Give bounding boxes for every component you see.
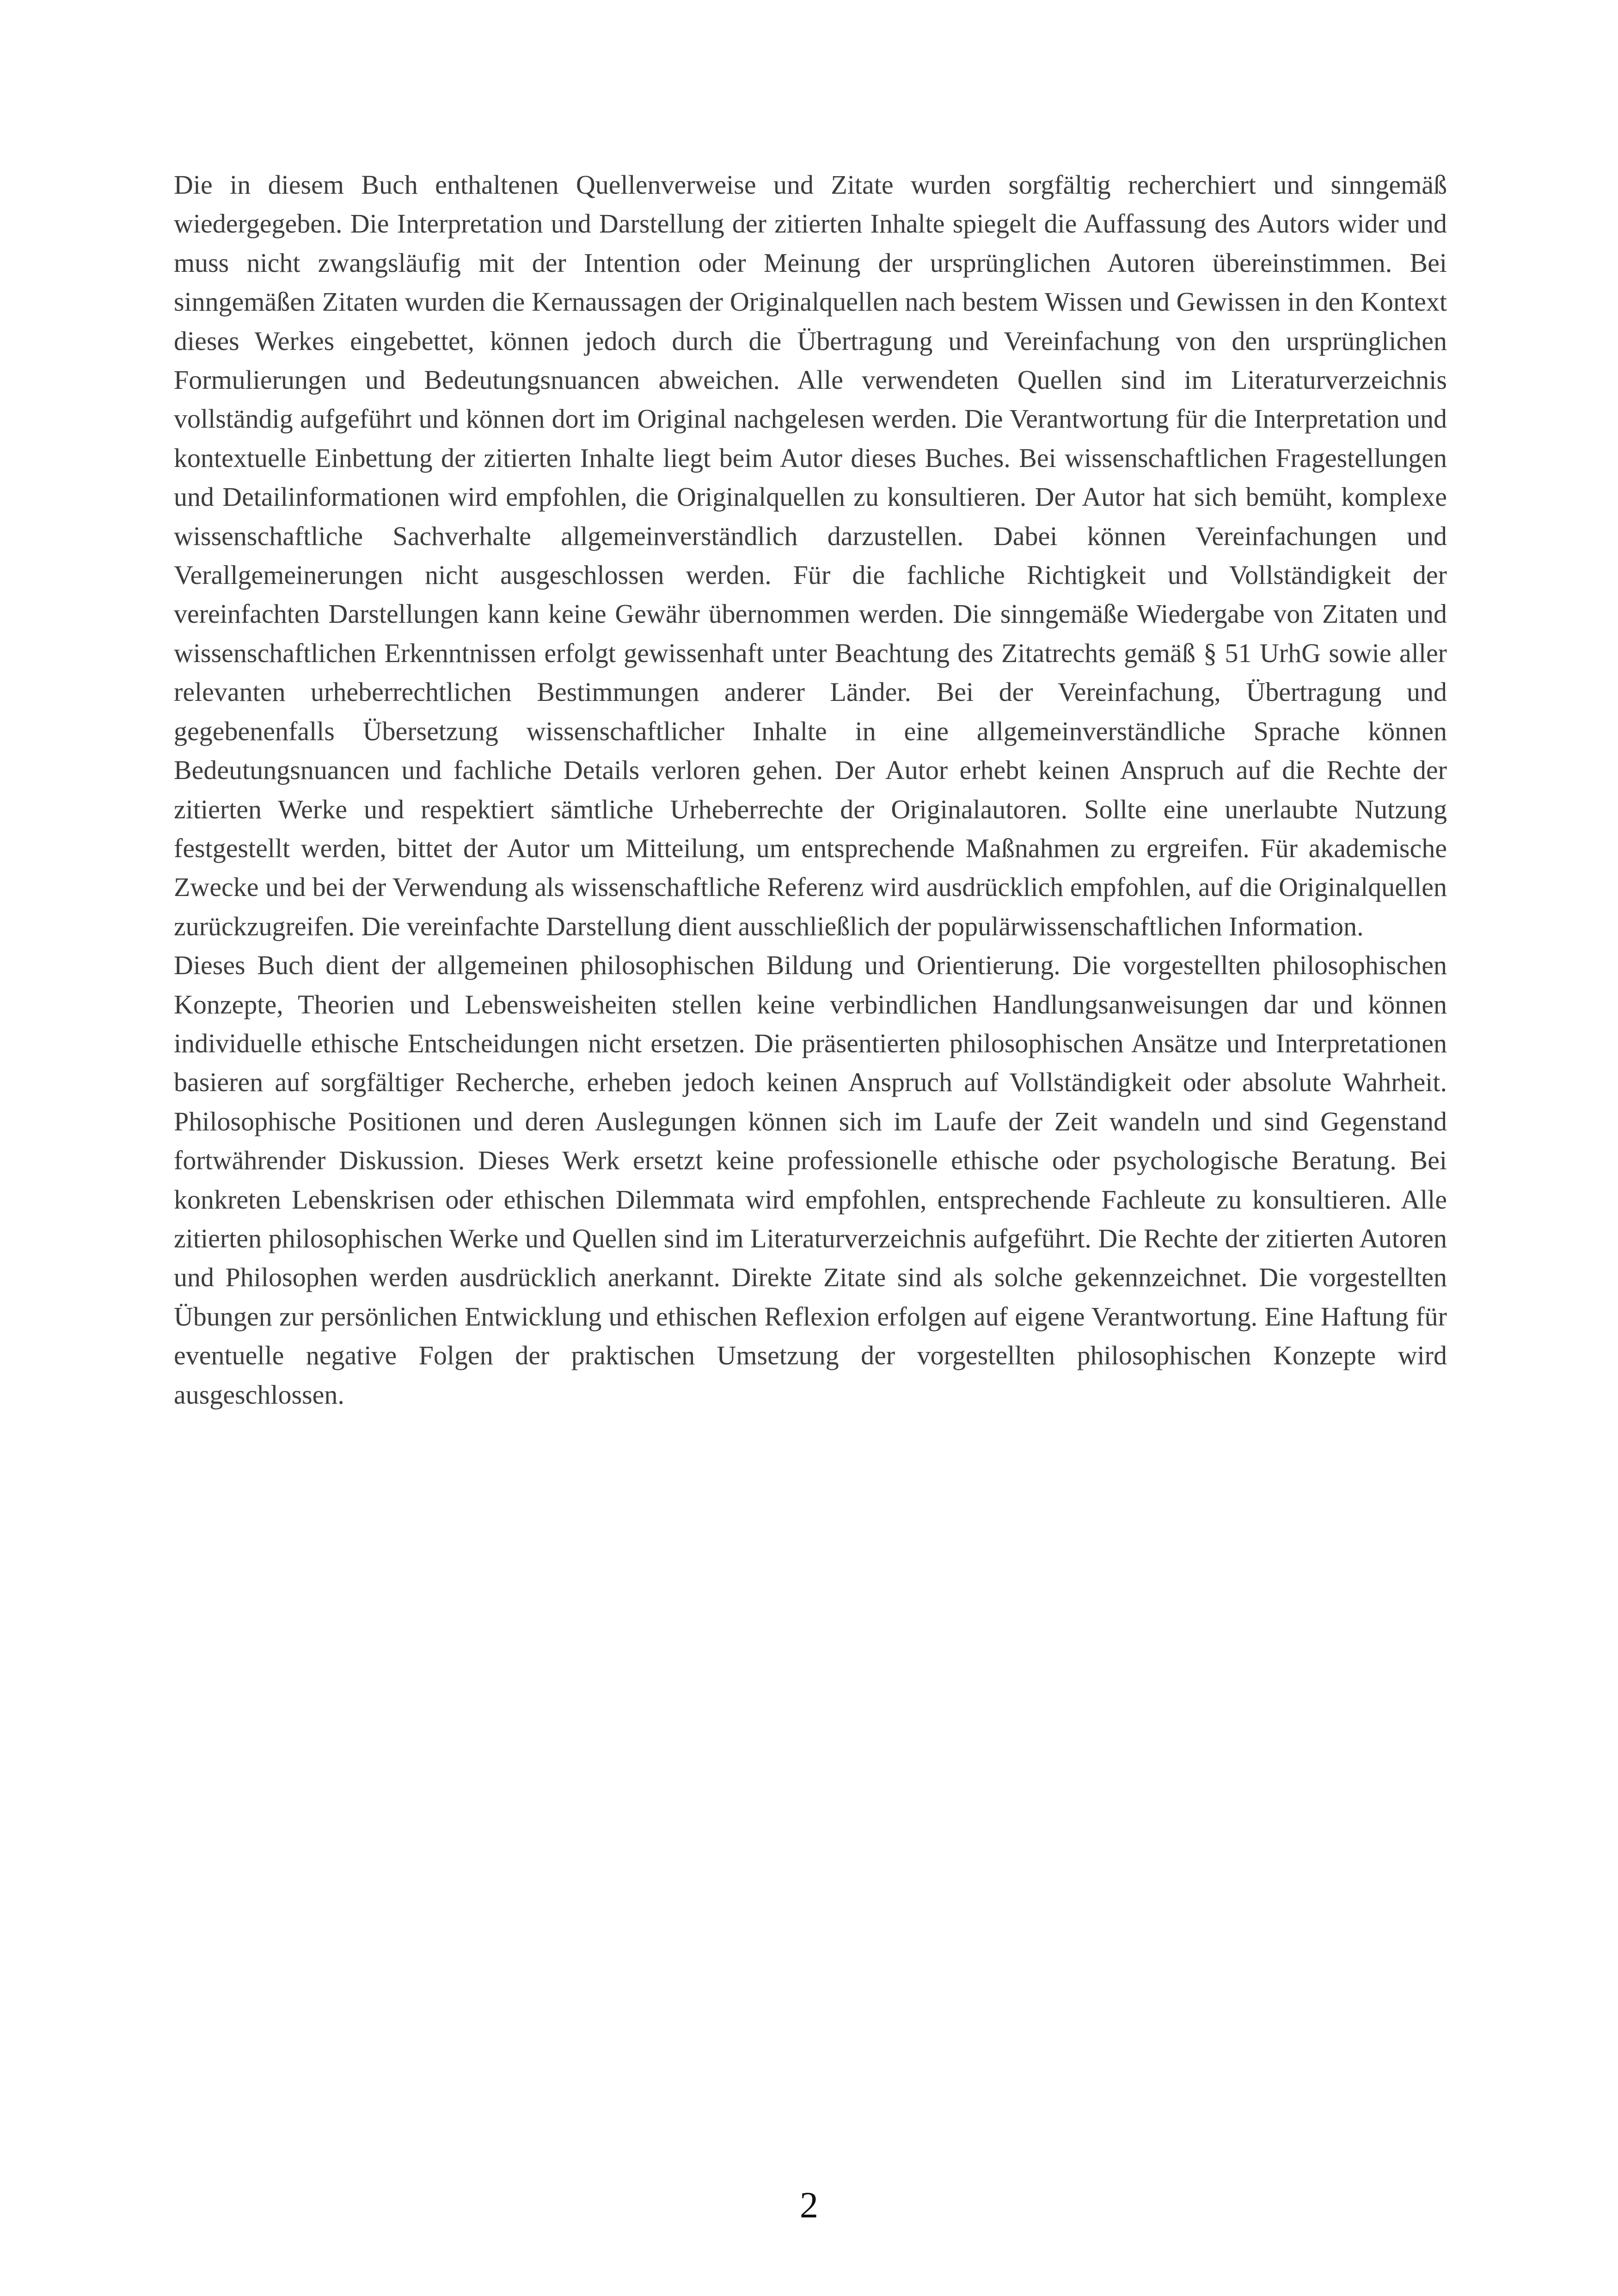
paragraph-sources-disclaimer: Die in diesem Buch enthaltenen Quellenverweise und Zitate wurden sorgfältig recherchiert und sinngemäß wiedergegeben. Die Interpretation und Darstellung der zitierten Inhalte spiegelt die Auffassung des Autors wider und muss nicht zwangsläufig mit der Intention oder Meinung der ursprünglichen Autoren übereinstimmen. Bei sinngemäßen Zitaten wurden die Kernaussagen der Originalquellen nach bestem Wissen und Gewissen in den Kontext dieses Werkes eingebettet, können jedoch durch die Übertragung und Vereinfachung von den ursprünglichen Formulierungen und Bedeutungsnuancen abweichen. Alle verwendeten Quellen sind im Literaturverzeichnis vollständig aufgeführt und können dort im Original nachgelesen werden. Die Verantwortung für die Interpretation und kontextuelle Einbettung der zitierten Inhalte liegt beim Autor dieses Buches. Bei wissenschaftlichen Fragestellungen und Detailinformationen wird empfohlen, die Originalquellen zu konsultieren. Der Autor hat sich bemüht, komplexe wissenschaftliche Sachverhalte allgemeinverständlich darzustellen. Dabei können Vereinfachungen und Verallgemeinerungen nicht ausgeschlossen werden. Für die fachliche Richtigkeit und Vollständigkeit der vereinfachten Darstellungen kann keine Gewähr übernommen werden. Die sinngemäße Wiedergabe von Zitaten und wissenschaftlichen Erkenntnissen erfolgt gewissenhaft unter Beachtung des Zitatrechts gemäß § 51 UrhG sowie aller relevanten urheberrechtlichen Bestimmungen anderer Länder. Bei der Vereinfachung, Übertragung und gegebenenfalls Übersetzung wissenschaftlicher Inhalte in eine allgemeinverständliche Sprache können Bedeutungsnuancen und fachliche Details verloren gehen. Der Autor erhebt keinen Anspruch auf die Rechte der zitierten Werke und respektiert sämtliche Urheberrechte der Originalautoren. Sollte eine unerlaubte Nutzung festgestellt werden, bittet der Autor um Mitteilung, um entsprechende Maßnahmen zu ergreifen. Für akademische Zwecke und bei der Verwendung als wissenschaftliche Referenz wird ausdrücklich empfohlen, auf die Originalquellen zurückzugreifen. Die vereinfachte Darstellung dient ausschließlich der populärwissenschaftlichen Information. bbox=[174, 170, 1447, 941]
body-text bbox=[174, 166, 1447, 1414]
page-number: 2 bbox=[800, 2185, 818, 2226]
paragraph-philosophy-disclaimer: Dieses Buch dient der allgemeinen philosophischen Bildung und Orientierung. Die vorgestellten philosophischen Konzepte, Theorien und Lebensweisheiten stellen keine verbindlichen Handlungsanweisungen dar und können individuelle ethische Entscheidungen nicht ersetzen. Die präsentierten philosophischen Ansätze und Interpretationen basieren auf sorgfältiger Recherche, erheben jedoch keinen Anspruch auf Vollständigkeit oder absolute Wahrheit. Philosophische Positionen und deren Auslegungen können sich im Laufe der Zeit wandeln und sind Gegenstand fortwährender Diskussion. Dieses Werk ersetzt keine professionelle ethische oder psychologische Beratung. Bei konkreten Lebenskrisen oder ethischen Dilemmata wird empfohlen, entsprechende Fachleute zu konsultieren. Alle zitierten philosophischen Werke und Quellen sind im Literaturverzeichnis aufgeführt. Die Rechte der zitierten Autoren und Philosophen werden ausdrücklich anerkannt. Direkte Zitate sind als solche gekennzeichnet. Die vorgestellten Übungen zur persönlichen Entwicklung und ethischen Reflexion erfolgen auf eigene Verantwortung. Eine Haftung für eventuelle negative Folgen der praktischen Umsetzung der vorgestellten philosophischen Konzepte wird ausgeschlossen. bbox=[174, 950, 1447, 1410]
